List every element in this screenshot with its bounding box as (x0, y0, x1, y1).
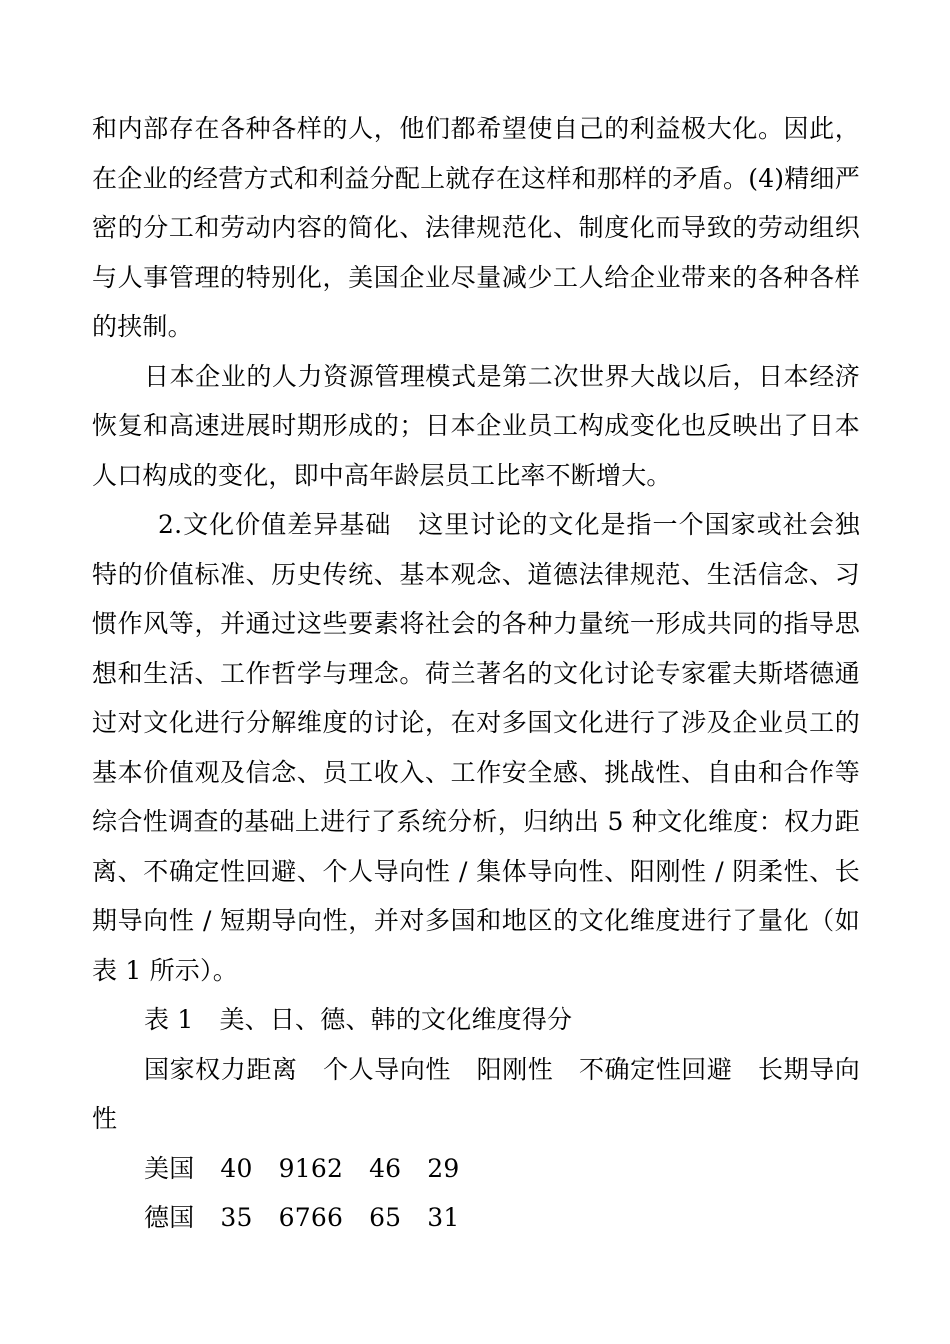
table-caption-text: 美、日、德、韩的文化维度得分 (219, 1005, 573, 1034)
table-caption (92, 995, 860, 1045)
row-value: 29 (427, 1153, 460, 1183)
row-value: 9162 (278, 1153, 344, 1183)
row-value: 35 (220, 1203, 253, 1232)
row-value: 46 (369, 1153, 402, 1183)
paragraph-1: 和内部存在各种各样的人，他们都希望使自己的利益极大化。因此，在企业的经营方式和利益分配上就存在这样和那样的矛盾。(4)精细严密的分工和劳动内容的简化、法律规范化、制度化而导致的劳动组织与人事管理的特别化，美国企业尽量减少工人给企业带来的各种各样的挟制。 (92, 114, 860, 341)
row-value: 6766 (278, 1203, 344, 1232)
section-heading: 2.文化价值差异基础 (158, 510, 392, 539)
row-value: 31 (427, 1203, 460, 1232)
paragraph-2: 日本企业的人力资源管理模式是第二次世界大战以后，日本经济恢复和高速进展时期形成的；日本企业员工构成变化也反映出了日本人口构成的变化，即中高年龄层员工比率不断增大。 (92, 361, 860, 490)
row-value: 65 (369, 1203, 402, 1232)
table-row (92, 1193, 860, 1243)
row-country: 德国 (144, 1203, 195, 1232)
table-caption-label: 表 1 (144, 1005, 194, 1034)
document-page (92, 104, 860, 1243)
paragraph-3-body: 这里讨论的文化是指一个国家或社会独特的价值标准、历史传统、基本观念、道德法律规范、生活信念、习惯作风等，并通过这些要素将社会的各种力量统一形成共同的指导思想和生活、工作哲学与理念。荷兰著名的文化讨论专家霍夫斯塔德通过对文化进行分解维度的讨论，在对多国文化进行了涉及企业员工的基本价值观及信念、员工收入、工作安全感、挑战性、自由和合作等综合性调查的基础上进行了系统分析，归纳出 5 种文化维度：权力距离、不确定性回避、个人导向性 / 集体导向性、阳刚性 / 阴柔性、长期导向性 / 短期导向性，并对多国和地区的文化维度进行了量化（如表 1 所示）。 (92, 510, 861, 985)
row-value: 40 (220, 1153, 253, 1183)
paragraph-3 (92, 500, 860, 995)
row-country: 美国 (144, 1153, 195, 1183)
table-row (92, 1144, 860, 1194)
table-header: 国家权力距离 个人导向性 阳刚性 不确定性回避 长期导向性 (92, 1054, 860, 1133)
